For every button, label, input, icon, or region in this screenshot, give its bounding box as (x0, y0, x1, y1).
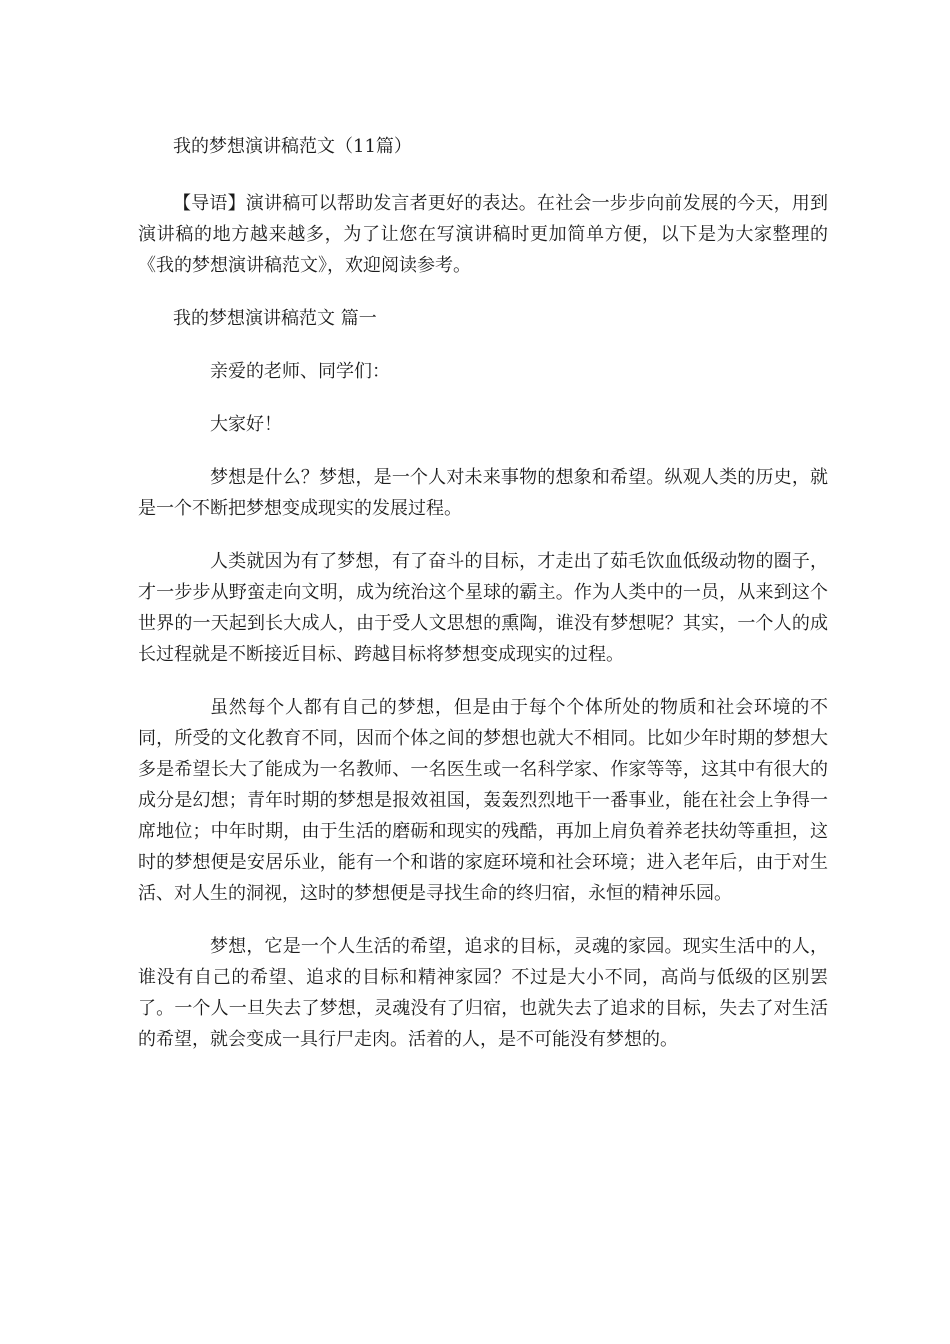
document-page (138, 130, 828, 1077)
body-paragraph: 虽然每个人都有自己的梦想，但是由于每个个体所处的物质和社会环境的不同，所受的文化教育不同，因而个体之间的梦想也就大不相同。比如少年时期的梦想大多是希望长大了能成为一名教师、一名医生或一名科学家、作家等等，这其中有很大的成分是幻想；青年时期的梦想是报效祖国，轰轰烈烈地干一番事业，能在社会上争得一席地位；中年时期，由于生活的磨砺和现实的残酷，再加上肩负着养老扶幼等重担，这时的梦想便是安居乐业，能有一个和谐的家庭环境和社会环境；进入老年后，由于对生活、对人生的洞视，这时的梦想便是寻找生命的终归宿，永恒的精神乐园。 (138, 697, 828, 904)
greeting: 大家好！ (210, 414, 282, 435)
body-paragraph: 人类就因为有了梦想，有了奋斗的目标，才走出了茹毛饮血低级动物的圈子，才一步步从野蛮走向文明，成为统治这个星球的霸主。作为人类中的一员，从来到这个世界的一天起到长大成人，由于受人文思想的熏陶，谁没有梦想呢？其实，一个人的成长过程就是不断接近目标、跨越目标将梦想变成现实的过程。 (138, 551, 828, 665)
document-title: 我的梦想演讲稿范文（11篇） (173, 136, 412, 157)
body-paragraph: 梦想，它是一个人生活的希望，追求的目标，灵魂的家园。现实生活中的人，谁没有自己的希望、追求的目标和精神家园？不过是大小不同，高尚与低级的区别罢了。一个人一旦失去了梦想，灵魂没有了归宿，也就失去了追求的目标，失去了对生活的希望，就会变成一具行尸走肉。活着的人，是不可能没有梦想的。 (138, 936, 828, 1050)
intro-paragraph: 【导语】演讲稿可以帮助发言者更好的表达。在社会一步步向前发展的今天，用到演讲稿的地方越来越多，为了让您在写演讲稿时更加简单方便，以下是为大家整理的《我的梦想演讲稿范文》，欢迎阅读参考。 (138, 193, 828, 276)
section-title: 我的梦想演讲稿范文 篇一 (173, 308, 377, 329)
salutation: 亲爱的老师、同学们： (210, 361, 390, 382)
body-paragraph: 梦想是什么？梦想，是一个人对未来事物的想象和希望。纵观人类的历史，就是一个不断把梦想变成现实的发展过程。 (138, 467, 828, 519)
